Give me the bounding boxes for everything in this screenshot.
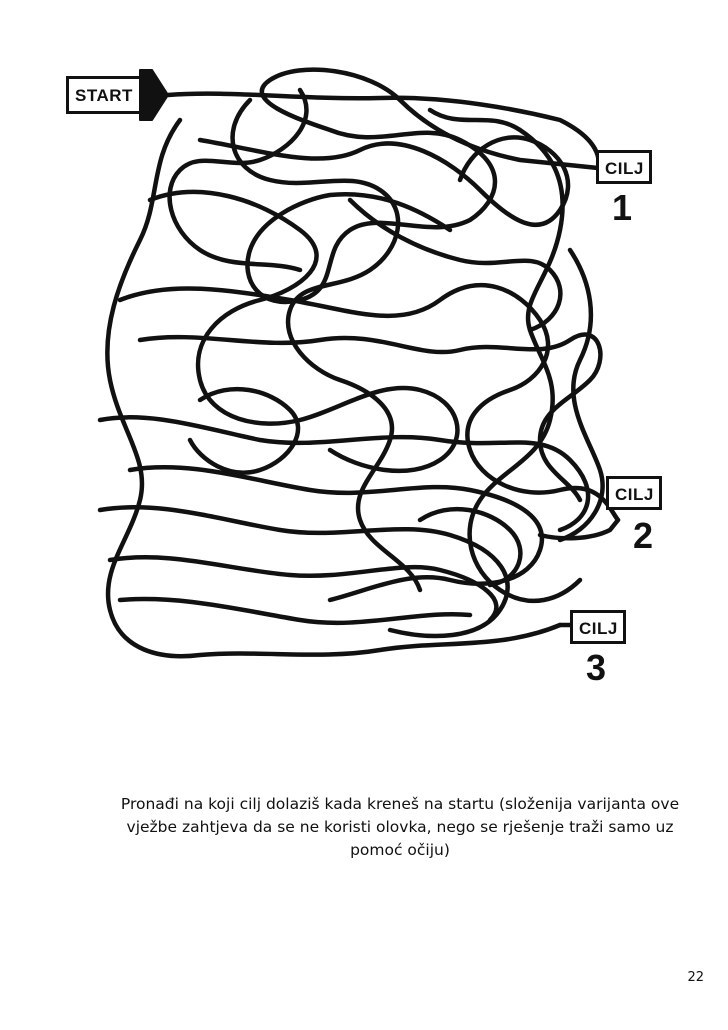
goal-2-label: CILJ <box>606 476 662 510</box>
instruction-text: Pronađi na koji cilj dolaziš kada kreneš na startu (složenija varijanta ove vježbe zahtjeva da se ne koristi olovka, nego se rješenje traži samo uz pomoć očiju) <box>120 795 680 859</box>
maze-path <box>120 599 470 623</box>
start-label: START <box>66 76 142 114</box>
maze-path <box>190 389 298 473</box>
goal-3-number: 3 <box>586 647 607 688</box>
maze-path <box>150 192 457 471</box>
maze-path <box>200 137 568 224</box>
maze-path <box>120 285 618 520</box>
start-arrow-icon <box>140 70 168 120</box>
maze-path <box>100 417 588 530</box>
page-number: 22 <box>687 970 704 985</box>
goal-2-number: 2 <box>633 515 654 556</box>
goal-1-number: 1 <box>612 187 633 228</box>
maze-path <box>110 557 496 620</box>
goal-1-label: CILJ <box>596 150 652 184</box>
goal-3-label: CILJ <box>570 610 626 644</box>
